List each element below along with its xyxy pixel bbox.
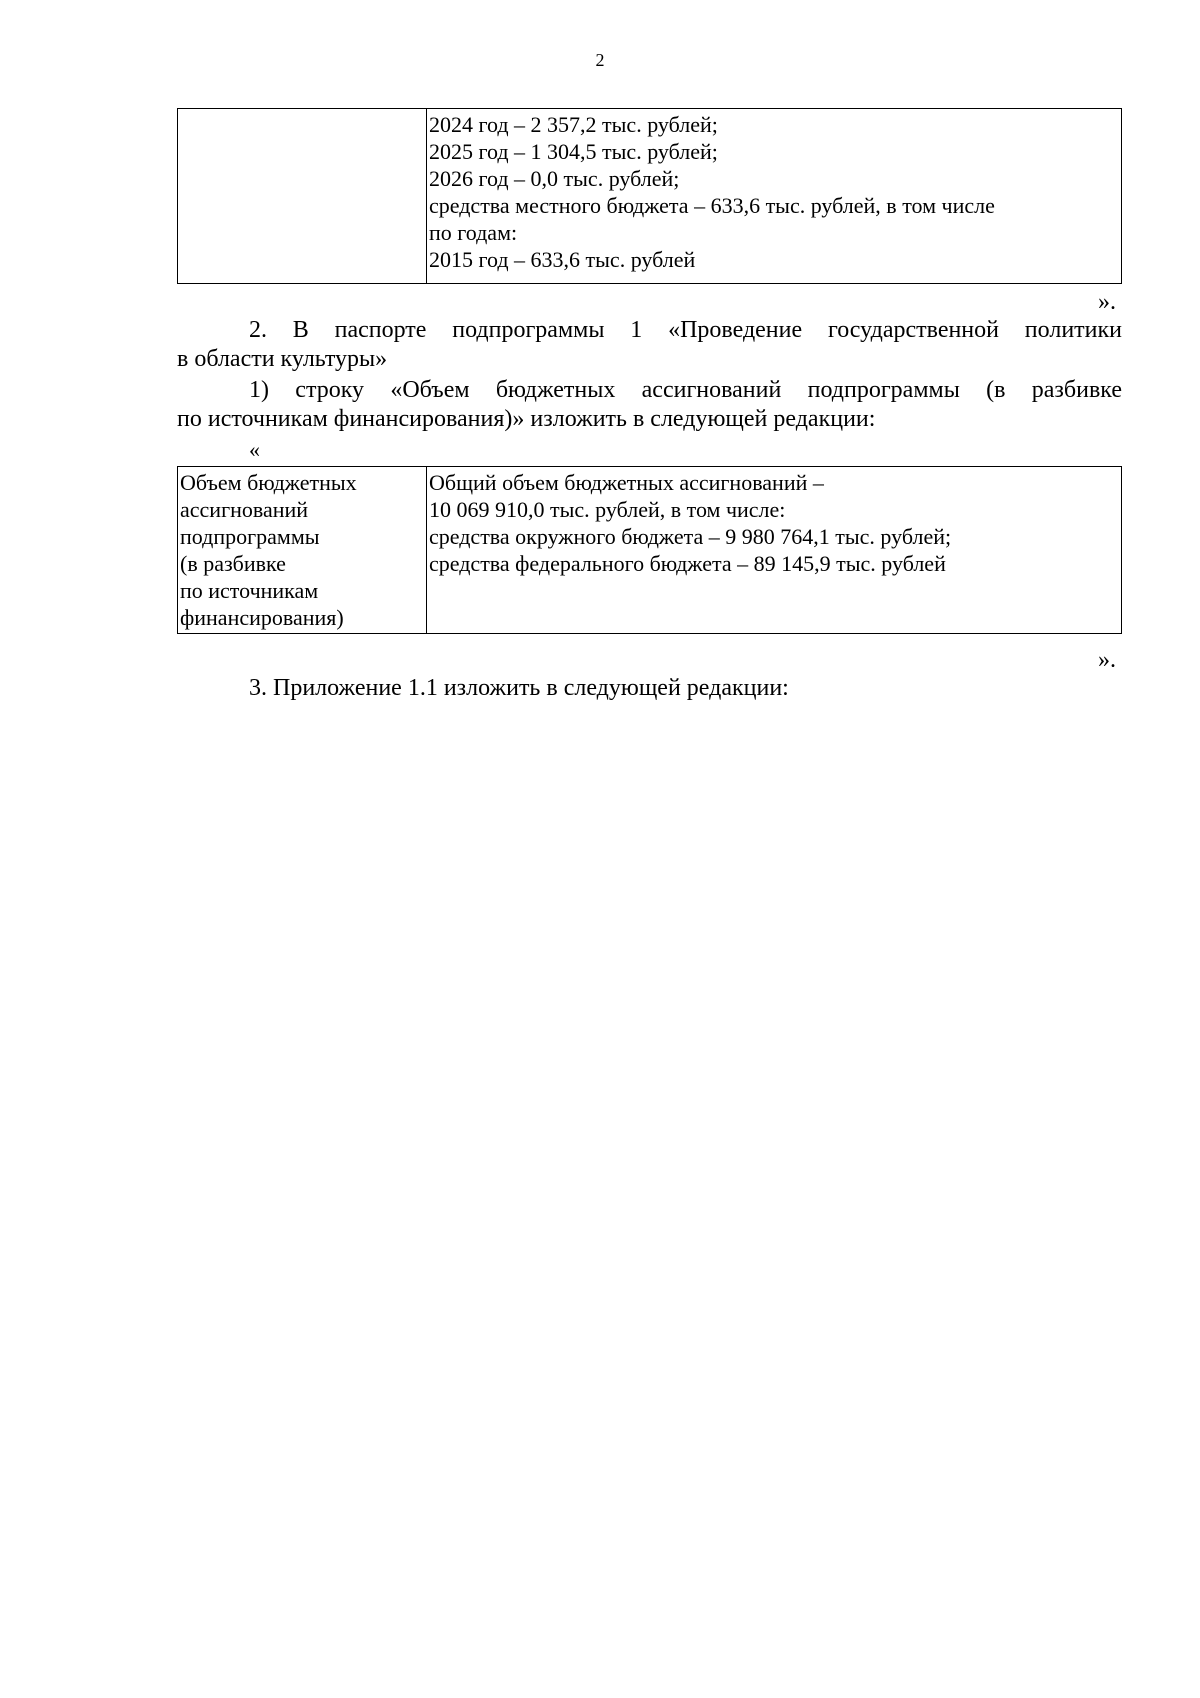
table2-right-line: 10 069 910,0 тыс. рублей, в том числе: [429,497,786,522]
table2-left-line: финансирования) [180,605,344,630]
table2-left-line: Объем бюджетных [180,470,357,495]
paragraph-line: 3. Приложение 1.1 изложить в следующей редакции: [249,675,789,701]
table2-right-line: средства окружного бюджета – 9 980 764,1 тыс. рублей; [429,524,952,549]
table2-left-cell [178,467,427,634]
table2-left-line: ассигнований [180,497,309,522]
budget-table-continuation [177,108,1122,284]
closing-quote-2: ». [1098,647,1116,673]
table2-right-cell [427,467,1122,634]
table1-line: средства местного бюджета – 633,6 тыс. рублей, в том числе [429,193,995,218]
paragraph-line: в области культуры» [177,346,388,372]
paragraph-line: по источникам финансирования)» изложить в следующей редакции: [177,406,876,432]
opening-quote-2: « [249,437,260,462]
table1-left-cell [178,109,427,284]
paragraph-item-2-1 [177,376,1122,434]
table1-line: 2025 год – 1 304,5 тыс. рублей; [429,139,718,164]
closing-quote-1: ». [1098,289,1116,315]
table1-line: 2026 год – 0,0 тыс. рублей; [429,166,680,191]
table2-left-line: (в разбивке [180,551,286,576]
budget-allocation-table [177,466,1122,634]
page-number: 2 [595,50,605,70]
table2-right-line: средства федерального бюджета – 89 145,9 тыс. рублей [429,551,946,576]
table2-left-line: подпрограммы [180,524,320,549]
table2-left-line: по источникам [180,578,319,603]
table1-line: 2024 год – 2 357,2 тыс. рублей; [429,112,718,137]
table1-line: 2015 год – 633,6 тыс. рублей [429,247,696,272]
table1-line: по годам: [429,220,518,245]
table1-right-cell [427,109,1122,284]
paragraph-item-2 [177,316,1122,374]
paragraph-item-3 [177,674,1122,703]
table2-right-line: Общий объем бюджетных ассигнований – [429,470,824,495]
paragraph-line: 2. В паспорте подпрограммы 1 «Проведение государственной политики [249,317,1122,343]
paragraph-line: 1) строку «Объем бюджетных ассигнований подпрограммы (в разбивке [249,377,1122,403]
